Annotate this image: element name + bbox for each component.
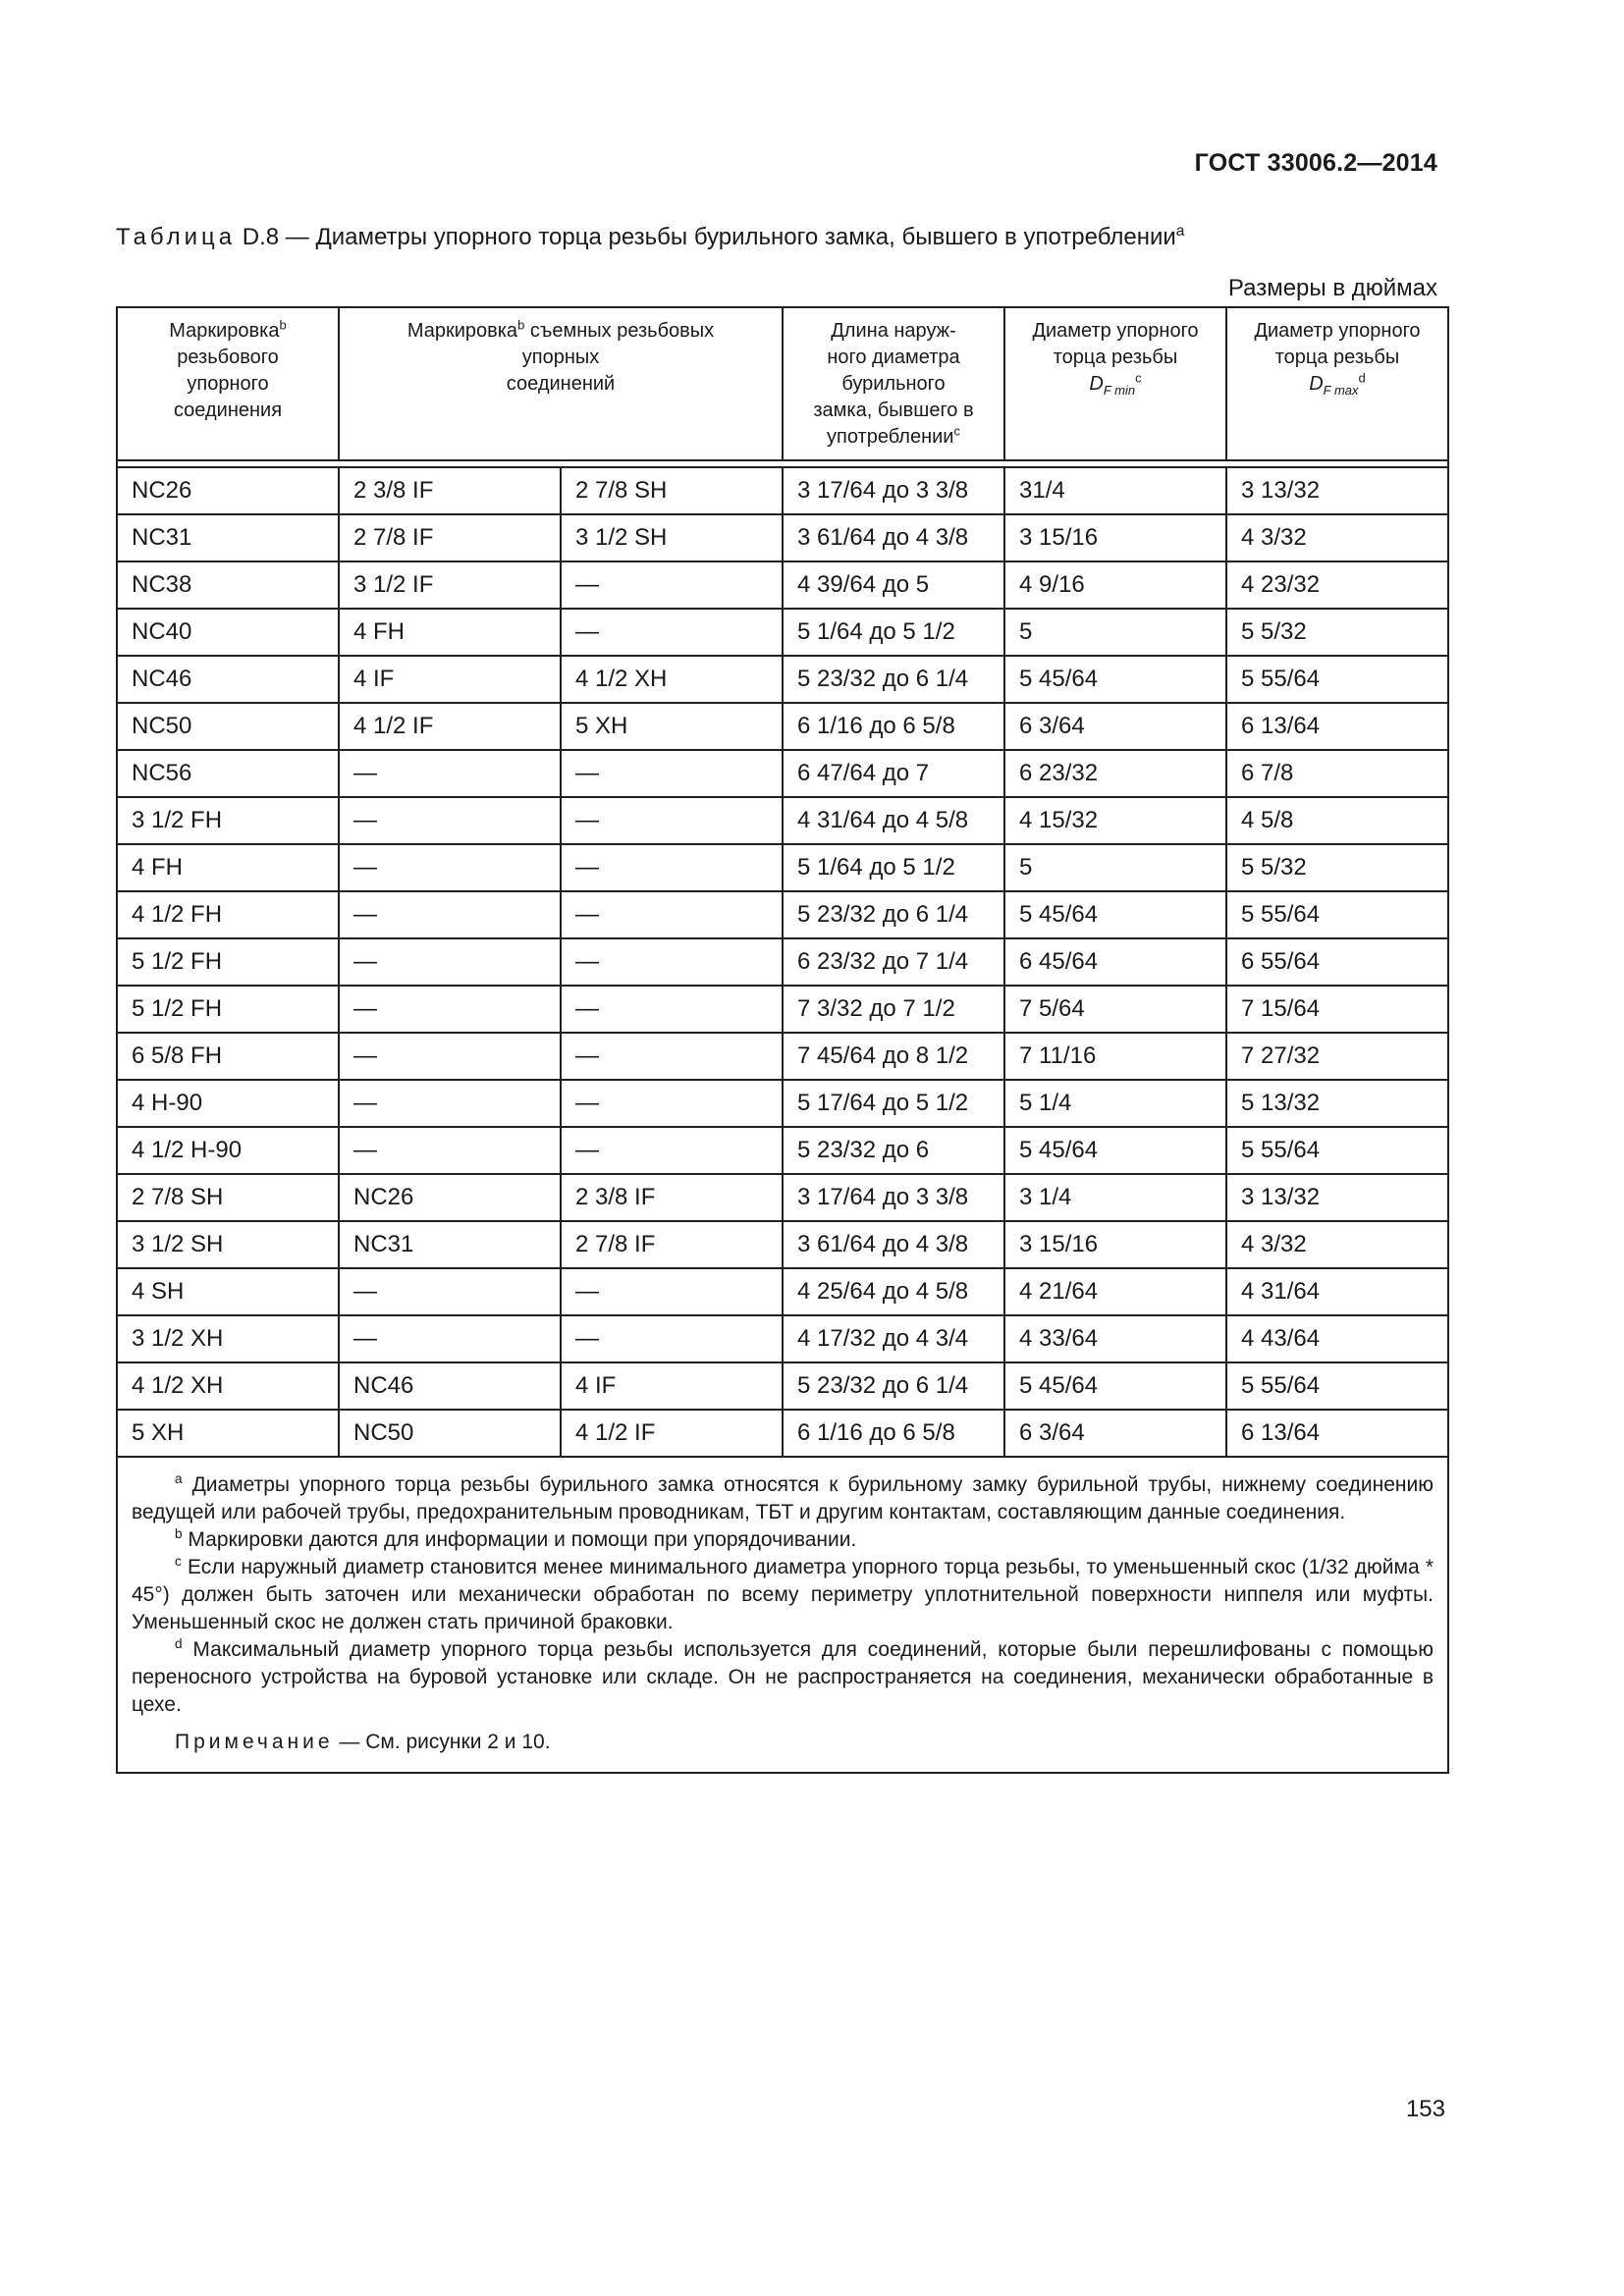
table-cell: 4 9/16: [1004, 561, 1226, 609]
table-cell: 3 1/2 XH: [117, 1315, 339, 1362]
table-cell: 4 31/64 до 4 5/8: [783, 797, 1004, 844]
table-cell: 6 7/8: [1226, 750, 1448, 797]
table-cell: —: [561, 1033, 783, 1080]
table-cell: 6 55/64: [1226, 938, 1448, 986]
table-cell: 6 23/32 до 7 1/4: [783, 938, 1004, 986]
table-row: [117, 1033, 1448, 1080]
table-cell: 2 7/8 IF: [561, 1221, 783, 1268]
table-cell: NC31: [117, 514, 339, 561]
table-row: [117, 1080, 1448, 1127]
table-row: [117, 514, 1448, 561]
table-cell: —: [561, 750, 783, 797]
table-cell: —: [339, 1080, 561, 1127]
table-note: Примечание — См. рисунки 2 и 10.: [175, 1731, 551, 1753]
table-row: [117, 1221, 1448, 1268]
header-diameter-max: Диаметр упорного торца резьбы $D_{F max}^d$: [1226, 307, 1448, 460]
table-cell: 3 13/32: [1226, 467, 1448, 514]
table-cell: 2 7/8 SH: [117, 1174, 339, 1221]
table-cell: 7 3/32 до 7 1/2: [783, 986, 1004, 1033]
table-cell: —: [339, 986, 561, 1033]
table-cell: —: [561, 891, 783, 938]
table-cell: 5 45/64: [1004, 1127, 1226, 1174]
table-cell: 3 1/2 SH: [117, 1221, 339, 1268]
table-cell: NC56: [117, 750, 339, 797]
diameters-table: [116, 306, 1449, 1774]
table-cell: 6 13/64: [1226, 703, 1448, 750]
table-cell: —: [561, 938, 783, 986]
table-header-row: [117, 307, 1448, 460]
table-cell: 6 45/64: [1004, 938, 1226, 986]
table-cell: —: [339, 1033, 561, 1080]
table-cell: 5 13/32: [1226, 1080, 1448, 1127]
table-cell: 2 7/8 IF: [339, 514, 561, 561]
table-cell: 4 21/64: [1004, 1268, 1226, 1315]
table-cell: 4 15/32: [1004, 797, 1226, 844]
caption-text: D.8 — Диаметры упорного торца резьбы бурильного замка, бывшего в употреблении: [242, 224, 1176, 250]
table-cell: 5 17/64 до 5 1/2: [783, 1080, 1004, 1127]
table-row: [117, 656, 1448, 703]
table-row: [117, 750, 1448, 797]
table-row: [117, 891, 1448, 938]
table-cell: 6 3/64: [1004, 703, 1226, 750]
table-cell: 5 5/32: [1226, 844, 1448, 891]
table-cell: 5 1/64 до 5 1/2: [783, 844, 1004, 891]
table-row: [117, 797, 1448, 844]
table-cell: NC40: [117, 609, 339, 656]
table-cell: 3 17/64 до 3 3/8: [783, 1174, 1004, 1221]
table-cell: 5 45/64: [1004, 656, 1226, 703]
table-cell: NC46: [339, 1362, 561, 1410]
header-outer-diameter-length: Длина наруж- ного диаметра бурильного замка, бывшего в употреблении$^c$: [783, 307, 1004, 460]
table-cell: NC46: [117, 656, 339, 703]
footnote-a: $^a$ Диаметры упорного торца резьбы бурильного замка относятся к бурильному замку бурильной трубы, нижнему соединению ведущей или рабочей трубы, предохранительным проводникам, ТБТ и другим контактам, составляющим данные соединения.: [132, 1471, 1434, 1523]
table-cell: 3 17/64 до 3 3/8: [783, 467, 1004, 514]
table-cell: 3 15/16: [1004, 514, 1226, 561]
table-cell: —: [561, 1315, 783, 1362]
footnote-b: $^b$ Маркировки даются для информации и помощи при упорядочивании.: [175, 1526, 857, 1551]
table-cell: NC26: [117, 467, 339, 514]
table-cell: 5 5/32: [1226, 609, 1448, 656]
table-cell: 7 45/64 до 8 1/2: [783, 1033, 1004, 1080]
footnotes: [117, 1457, 1448, 1773]
table-cell: 4 39/64 до 5: [783, 561, 1004, 609]
table-cell: 4 43/64: [1226, 1315, 1448, 1362]
table-cell: 3 1/2 IF: [339, 561, 561, 609]
table-cell: 6 13/64: [1226, 1410, 1448, 1457]
table-cell: 3 1/2 FH: [117, 797, 339, 844]
table-cell: NC50: [117, 703, 339, 750]
table-cell: 4 1/2 XH: [561, 656, 783, 703]
table-cell: 5 1/2 FH: [117, 986, 339, 1033]
table-cell: 4 1/2 IF: [339, 703, 561, 750]
table-row: [117, 938, 1448, 986]
table-cell: —: [561, 844, 783, 891]
table-row: [117, 1268, 1448, 1315]
table-cell: —: [339, 891, 561, 938]
table-row: [117, 703, 1448, 750]
table-cell: —: [561, 1080, 783, 1127]
table-row: [117, 467, 1448, 514]
table-cell: 4 33/64: [1004, 1315, 1226, 1362]
table-cell: 2 7/8 SH: [561, 467, 783, 514]
table-cell: —: [561, 986, 783, 1033]
table-cell: 3 61/64 до 4 3/8: [783, 1221, 1004, 1268]
table-cell: 4 1/2 XH: [117, 1362, 339, 1410]
table-cell: 6 1/16 до 6 5/8: [783, 703, 1004, 750]
table-row: [117, 986, 1448, 1033]
table-cell: 3 13/32: [1226, 1174, 1448, 1221]
table-cell: 3 61/64 до 4 3/8: [783, 514, 1004, 561]
table-caption: [116, 224, 1184, 251]
table-cell: 5 23/32 до 6 1/4: [783, 891, 1004, 938]
table-cell: —: [561, 609, 783, 656]
table-cell: 5 1/64 до 5 1/2: [783, 609, 1004, 656]
table-cell: 5: [1004, 844, 1226, 891]
table-cell: 5: [1004, 609, 1226, 656]
page-number: 153: [1405, 2096, 1445, 2122]
table-cell: 4 5/8: [1226, 797, 1448, 844]
caption-footnote-mark: a: [1175, 223, 1185, 240]
table-cell: —: [561, 1127, 783, 1174]
table-cell: 2 3/8 IF: [339, 467, 561, 514]
table-cell: 5 XH: [117, 1410, 339, 1457]
table-cell: 6 3/64: [1004, 1410, 1226, 1457]
table-cell: 5 XH: [561, 703, 783, 750]
table-row: [117, 1127, 1448, 1174]
table-cell: 4 1/2 FH: [117, 891, 339, 938]
table-cell: 7 27/32: [1226, 1033, 1448, 1080]
table-row: [117, 609, 1448, 656]
footnotes-row: [117, 1457, 1448, 1773]
table-cell: 4 IF: [561, 1362, 783, 1410]
table-cell: 5 45/64: [1004, 891, 1226, 938]
table-cell: —: [339, 1315, 561, 1362]
table-row: [117, 1410, 1448, 1457]
table-row: [117, 1315, 1448, 1362]
table-cell: 4 SH: [117, 1268, 339, 1315]
table-cell: 5 23/32 до 6: [783, 1127, 1004, 1174]
table-cell: 4 3/32: [1226, 1221, 1448, 1268]
table-cell: —: [339, 1127, 561, 1174]
table-row: [117, 561, 1448, 609]
table-cell: 5 45/64: [1004, 1362, 1226, 1410]
units-note: Размеры в дюймах: [1227, 275, 1437, 301]
table-cell: 4 31/64: [1226, 1268, 1448, 1315]
table-cell: 6 47/64 до 7: [783, 750, 1004, 797]
table-cell: 5 23/32 до 6 1/4: [783, 656, 1004, 703]
table-cell: —: [339, 1268, 561, 1315]
caption-label: Таблица: [116, 224, 237, 250]
table-cell: —: [561, 797, 783, 844]
header-connection-marking: Маркировка$^b$ резьбового упорного соединения: [117, 307, 339, 460]
table-cell: 7 15/64: [1226, 986, 1448, 1033]
table-cell: 6 23/32: [1004, 750, 1226, 797]
table-cell: 4 1/2 IF: [561, 1410, 783, 1457]
table-cell: 5 55/64: [1226, 656, 1448, 703]
table-cell: 4 FH: [339, 609, 561, 656]
table-cell: 4 IF: [339, 656, 561, 703]
table-cell: 4 FH: [117, 844, 339, 891]
table-cell: 4 23/32: [1226, 561, 1448, 609]
table-cell: 5 23/32 до 6 1/4: [783, 1362, 1004, 1410]
table-cell: 5 55/64: [1226, 1362, 1448, 1410]
table-cell: NC26: [339, 1174, 561, 1221]
document-standard-id: ГОСТ 33006.2—2014: [1194, 149, 1437, 177]
header-diameter-min: Диаметр упорного торца резьбы $D_{F min}^c$: [1004, 307, 1226, 460]
table-cell: —: [339, 750, 561, 797]
table-row: [117, 1362, 1448, 1410]
table-cell: 6 5/8 FH: [117, 1033, 339, 1080]
table-cell: 3 15/16: [1004, 1221, 1226, 1268]
table-cell: 3 1/4: [1004, 1174, 1226, 1221]
table-row: [117, 1174, 1448, 1221]
table-cell: 4 25/64 до 4 5/8: [783, 1268, 1004, 1315]
table-cell: 31/4: [1004, 467, 1226, 514]
table-cell: —: [561, 561, 783, 609]
table-cell: —: [339, 797, 561, 844]
table-cell: 2 3/8 IF: [561, 1174, 783, 1221]
footnote-c: $^c$ Если наружный диаметр становится менее минимального диаметра упорного торца резьбы, то уменьшенный скос (1/32 дюйма * 45°) должен быть заточен или механически обработан по всему периметру уплотнительной поверхности ниппеля или муфты. Уменьшенный скос не должен стать причиной браковки.: [132, 1554, 1434, 1633]
header-removable-marking: Маркировка$^b$ съемных резьбовых упорных соединений: [339, 307, 783, 460]
table-cell: —: [339, 938, 561, 986]
table-cell: NC38: [117, 561, 339, 609]
table-cell: 6 1/16 до 6 5/8: [783, 1410, 1004, 1457]
table-cell: 5 1/4: [1004, 1080, 1226, 1127]
table-cell: NC31: [339, 1221, 561, 1268]
table-cell: 4 1/2 H-90: [117, 1127, 339, 1174]
table-cell: 7 5/64: [1004, 986, 1226, 1033]
table-cell: 4 17/32 до 4 3/4: [783, 1315, 1004, 1362]
table-cell: —: [561, 1268, 783, 1315]
table-cell: 5 1/2 FH: [117, 938, 339, 986]
table-cell: 5 55/64: [1226, 1127, 1448, 1174]
table-row: [117, 844, 1448, 891]
table-cell: 3 1/2 SH: [561, 514, 783, 561]
table-cell: 5 55/64: [1226, 891, 1448, 938]
table-cell: 4 3/32: [1226, 514, 1448, 561]
table-cell: NC50: [339, 1410, 561, 1457]
table-cell: 7 11/16: [1004, 1033, 1226, 1080]
table-cell: —: [339, 844, 561, 891]
footnote-d: $^d$ Максимальный диаметр упорного торца резьбы используется для соединений, которые были перешлифованы с помощью переносного устройства на буровой установке или складе. Он не распространяется на соединения, механически обработанные в цехе.: [132, 1636, 1434, 1716]
table-cell: 4 H-90: [117, 1080, 339, 1127]
